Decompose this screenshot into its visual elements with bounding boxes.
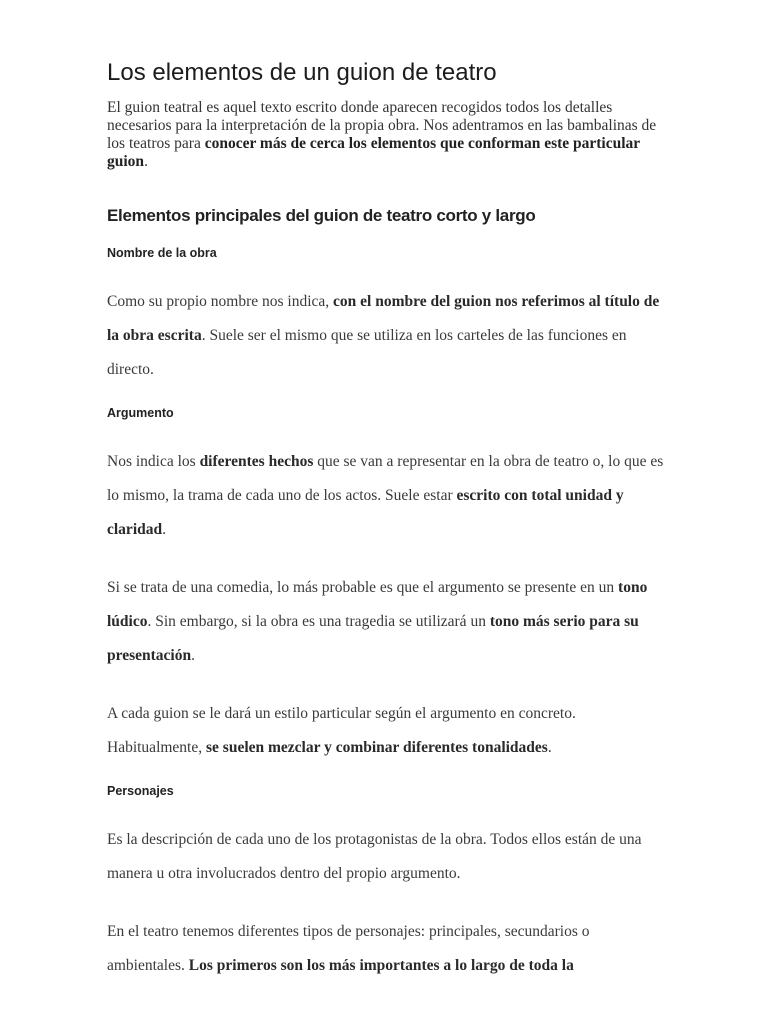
paragraph-personajes-1 — [107, 823, 667, 891]
paragraph-personajes-2 — [107, 915, 667, 983]
personajes-2-bold-1: Los primeros son los más importantes a lo largo de toda la — [188, 957, 574, 974]
nombre-text-1: Como su propio nombre nos indica, — [107, 293, 334, 310]
subheading-argumento: Argumento — [107, 406, 174, 420]
argumento-2-text-3: . — [191, 647, 195, 664]
personajes-2-text-1: En el teatro tenemos diferentes tipos de personajes: principales, secundarios o ambientales. — [107, 923, 590, 974]
page-title: Los elementos de un guion de teatro — [107, 59, 497, 86]
paragraph-argumento-1 — [107, 445, 667, 547]
subheading-nombre: Nombre de la obra — [107, 246, 217, 260]
argumento-3-text-1: A cada guion se le dará un estilo particular según el argumento en concreto. Habitualmente, — [107, 705, 576, 756]
argumento-1-bold-2: escrito con total unidad y claridad — [107, 487, 624, 538]
intro-paragraph — [107, 99, 667, 171]
argumento-3-bold-1: se suelen mezclar y combinar diferentes tonalidades — [206, 739, 548, 756]
nombre-bold-1: con el nombre del guion nos referimos al título de la obra escrita — [107, 293, 660, 344]
argumento-2-bold-2: tono más serio para su presentación — [107, 613, 639, 664]
intro-text-2: . — [144, 153, 148, 170]
subheading-personajes: Personajes — [107, 784, 174, 798]
intro-bold-1: conocer más de cerca los elementos que conforman este particular guion — [107, 135, 640, 170]
nombre-text-2: . Suele ser el mismo que se utiliza en los carteles de las funciones en directo. — [107, 327, 627, 378]
argumento-1-text-2: que se van a representar en la obra de teatro o, lo que es lo mismo, la trama de cada uno de los actos. Suele estar — [107, 453, 664, 504]
paragraph-argumento-3 — [107, 697, 667, 765]
argumento-1-bold-1: diferentes hechos — [199, 453, 314, 470]
paragraph-argumento-2 — [107, 571, 667, 673]
paragraph-nombre — [107, 285, 667, 387]
argumento-2-text-2: . Sin embargo, si la obra es una tragedia se utilizará un — [147, 613, 490, 630]
argumento-1-text-1: Nos indica los — [107, 453, 200, 470]
section-heading: Elementos principales del guion de teatro corto y largo — [107, 206, 536, 225]
argumento-3-text-2: . — [547, 739, 552, 756]
article-body — [107, 58, 667, 983]
intro-text-1: El guion teatral es aquel texto escrito donde aparecen recogidos todos los detalles necesarios para la interpretación de la propia obra. Nos adentramos en las bambalinas de los teatros para — [107, 99, 657, 152]
argumento-2-text-1: Si se trata de una comedia, lo más probable es que el argumento se presente en un — [107, 579, 619, 596]
personajes-1-text-1: Es la descripción de cada uno de los protagonistas de la obra. Todos ellos están de una manera u otra involucrados dentro del propio argumento. — [107, 831, 642, 882]
argumento-2-bold-1: tono lúdico — [107, 579, 648, 630]
argumento-1-text-3: . — [162, 521, 166, 538]
